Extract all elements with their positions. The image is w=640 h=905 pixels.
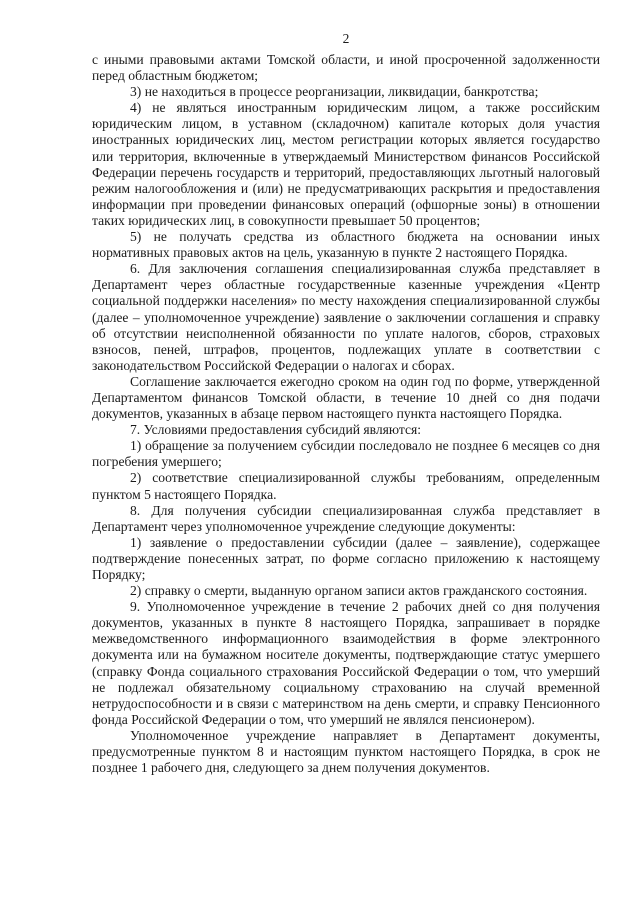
- paragraph-item-4: 4) не являться иностранным юридическим лицом, а также российским юридическим лицом, в уставном (складочном) капитале которых доля участия иностранных юридических лиц, местом регистрации которых является государство или территория, включенные в утверждаемый Министерством финансов Российской Федерации перечень государств и территорий, предоставляющих льготный налоговый режим налогообложения и (или) не предусматривающих раскрытия и предоставления информации при проведении финансовых операций (офшорные зоны) в отношении таких юридических лиц, в совокупности превышает 50 процентов;: [92, 100, 600, 228]
- paragraph-agreement-term: Соглашение заключается ежегодно сроком на один год по форме, утвержденной Департаментом финансов Томской области, в течение 10 дней со дня подачи документов, указанных в абзаце первом настоящего пункта настоящего Порядка.: [92, 373, 600, 422]
- paragraph-clause-6: 6. Для заключения соглашения специализированная служба представляет в Департамент через областные государственные казенные учреждения «Центр социальной поддержки населения» по месту нахождения специализированной службы (далее – уполномоченное учреждение) заявление о заключении соглашения и справку об отсутствии неисполненной обязанности по уплате налогов, сборов, страховых взносов, пеней, штрафов, процентов, подлежащих уплате в соответствии с законодательством Российской Федерации о налогах и сборах.: [92, 261, 600, 373]
- paragraph-document-2: 2) справку о смерти, выданную органом записи актов гражданского состояния.: [130, 583, 588, 599]
- paragraph-clause-8: 8. Для получения субсидии специализированная служба представляет в Департамент через уполномоченное учреждение следующие документы:: [92, 502, 600, 534]
- paragraph-item-5: 5) не получать средства из областного бюджета на основании иных нормативных правовых актов на цель, указанную в пункте 2 настоящего Порядка.: [92, 229, 600, 261]
- paragraph-document-1: 1) заявление о предоставлении субсидии (далее – заявление), содержащее подтверждение понесенных затрат, по форме согласно приложению к настоящему Порядку;: [92, 534, 600, 582]
- paragraph-clause-7: 7. Условиями предоставления субсидий являются:: [130, 422, 422, 438]
- paragraph-condition-1: 1) обращение за получением субсидии последовало не позднее 6 месяцев со дня погребения умершего;: [92, 438, 600, 470]
- document-page: [92, 30, 600, 776]
- paragraph-condition-2: 2) соответствие специализированной службы требованиям, определенным пунктом 5 настоящего Порядка.: [92, 470, 600, 502]
- paragraph-item-3: 3) не находиться в процессе реорганизации, ликвидации, банкротства;: [130, 84, 539, 100]
- paragraph-continuation: с иными правовыми актами Томской области, и иной просроченной задолженности перед областным бюджетом;: [92, 52, 600, 84]
- paragraph-clause-9: 9. Уполномоченное учреждение в течение 2 рабочих дней со дня получения документов, указанных в пункте 8 настоящего Порядка, запрашивает в порядке межведомственного информационного взаимодействия в форме электронного документа или на бумажном носителе документы, подтверждающие статус умершего (справку Фонда социального страхования Российской Федерации о том, что умерший не подлежал обязательному социальному страхованию на случай временной нетрудоспособности и в связи с материнством на день смерти, и справку Пенсионного фонда Российской Федерации о том, что умерший не являлся пенсионером).: [92, 599, 600, 727]
- page-number: 2: [342, 31, 350, 46]
- paragraph-forwarding: Уполномоченное учреждение направляет в Департамент документы, предусмотренные пунктом 8 и настоящим пунктом настоящего Порядка, в срок не позднее 1 рабочего дня, следующего за днем получения документов.: [92, 727, 600, 776]
